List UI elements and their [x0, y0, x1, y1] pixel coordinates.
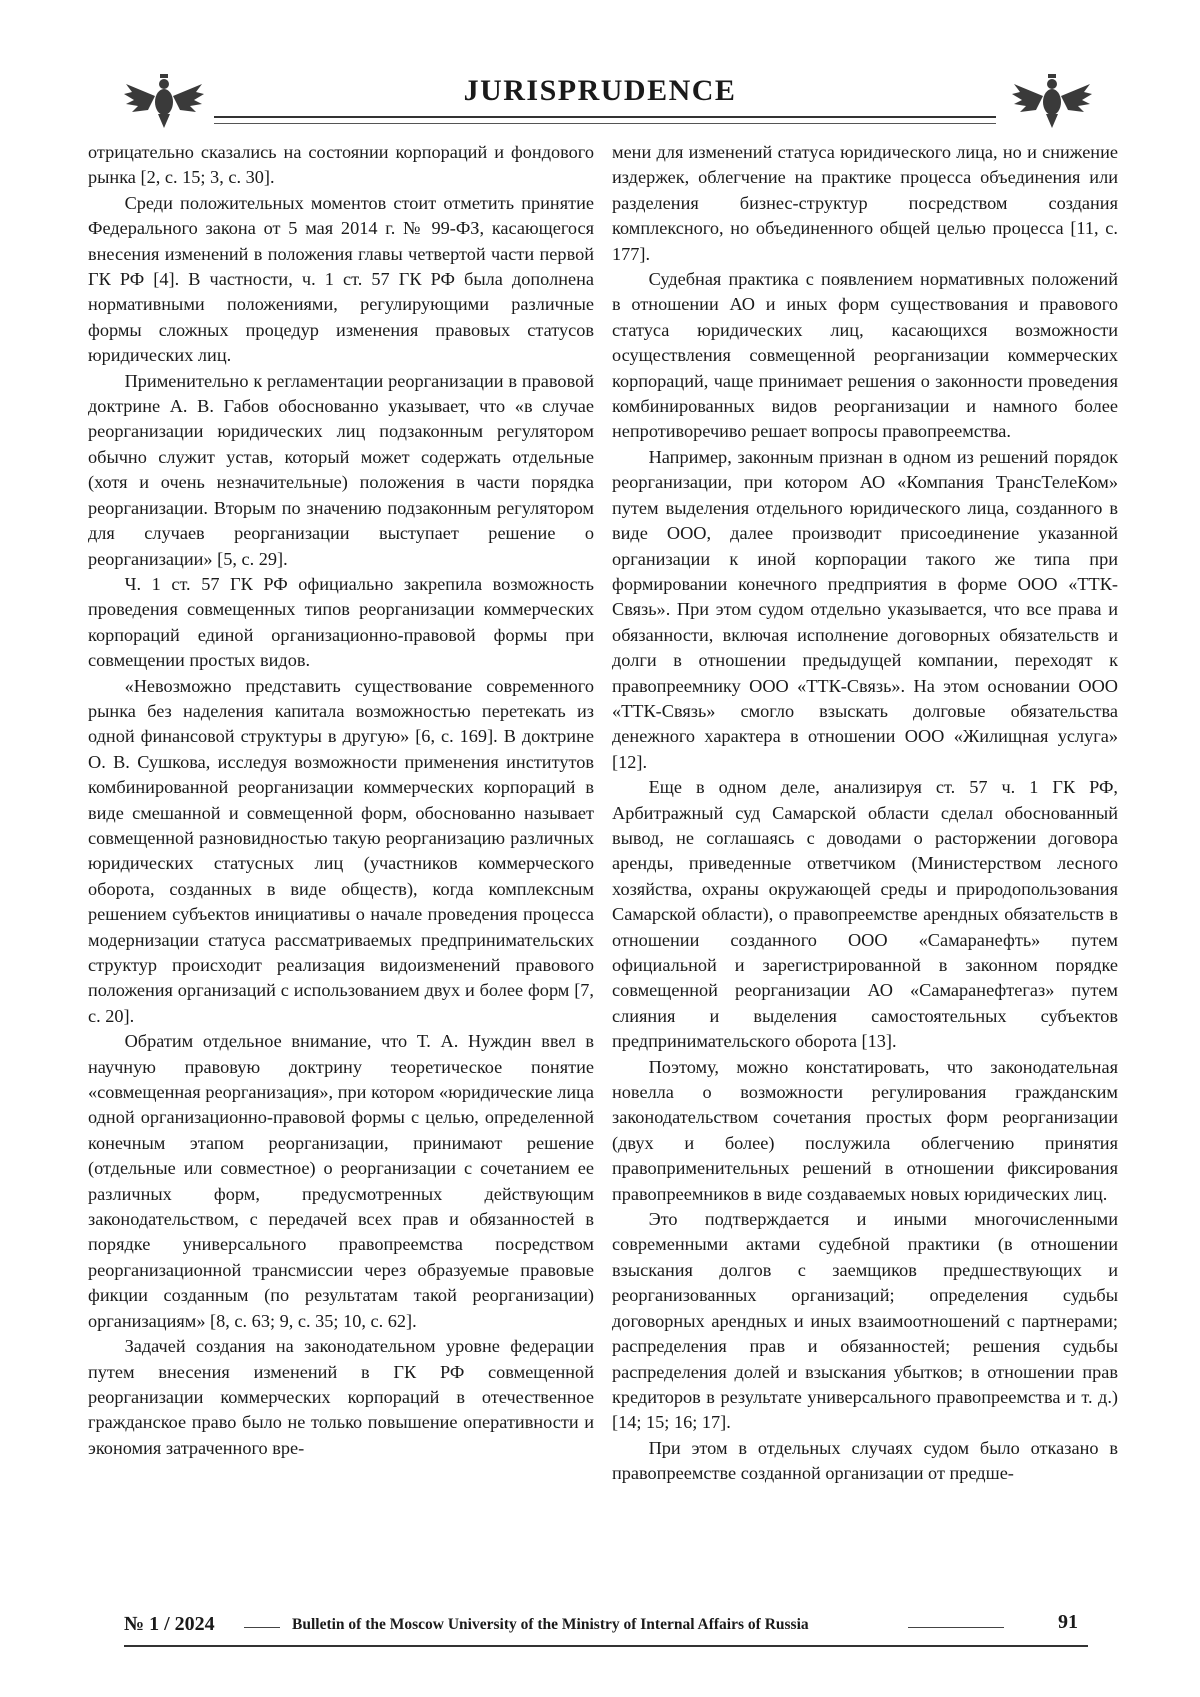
paragraph: «Невозможно представить существование современного рынка без наделения капитала возможностью перетекать из одной финансовой структуры в другую» [6, с. 169]. В доктрине О. В. Сушкова, исследуя возможности применения институтов комбинированной реорганизации коммерческих корпораций в виде смешанной и совмещенной форм, обоснованно называет совмещенной разновидностью такую реорганизацию различных юридических статусных лиц (участников коммерческого оборота, созданных в виде обществ), когда комплексным решением субъектов инициативы о начале проведения процесса модернизации статуса рассматриваемых предпринимательских структур происходит реализация видоизменений правового положения организаций с использованием двух и более форм [7, с. 20]. — [88, 675, 594, 1026]
eagle-emblem-icon — [1010, 70, 1094, 130]
paragraph: Обратим отдельное внимание, что Т. А. Нуждин ввел в научную правовую доктрину теоретическое понятие «совмещенная реорганизация», при котором «юридические лица одной организационно-правовой формы с целью, определенной конечным этапом реорганизации, принимают решение (отдельные или совместное) о реорганизации с сочетанием ее различных форм, предусмотренных действующим законодательством, с передачей всех прав и обязанностей в порядке универсального правопреемства посредством реорганизационной трансмиссии через образуемые правовые фикции созданным (по результатам такой реорганизации) организациям» [8, с. 63; 9, с. 35; 10, с. 62]. — [88, 1031, 594, 1331]
page-number: 91 — [1058, 1611, 1078, 1633]
paragraph: Это подтверждается и иными многочисленными современными актами судебной практики (в отношении взыскания долгов с заемщиков предшествующих и реорганизованных организаций; определения судьбы договорных арендных и иных взаимоотношений с партнерами; распределения прав и обязанностей; решения судьбы распределения долей и взыскания убытков; в отношении прав кредиторов в результате универсального правопреемства и т. д.) [14; 15; 16; 17]. — [612, 1209, 1118, 1433]
paragraph: отрицательно сказались на состоянии корпораций и фондового рынка [2, с. 15; 3, с. 30]. — [88, 142, 594, 188]
paragraph: Ч. 1 ст. 57 ГК РФ официально закрепила возможность проведения совмещенных типов реорганизации коммерческих корпораций единой организационно-правовой формы при совмещении простых видов. — [88, 573, 594, 671]
paragraph: Задачей создания на законодательном уровне федерации путем внесения изменений в ГК РФ совмещенной реорганизации коммерческих корпораций в отечественное гражданское право было не только повышение оперативности и экономия затраченного вре- — [88, 1336, 594, 1458]
paragraph: При этом в отдельных случаях судом было отказано в правопреемстве созданной организации от предше- — [612, 1437, 1118, 1484]
footer-rule — [124, 1645, 1088, 1647]
footer-divider — [908, 1627, 1004, 1628]
paragraph: мени для изменений статуса юридического лица, но и снижение издержек, облегчение на практике процесса объединения или разделения бизнес-структур посредством создания комплексного, но объединенного общей целью процесса [11, с. 177]. — [612, 142, 1118, 264]
paragraph: Применительно к регламентации реорганизации в правовой доктрине А. В. Габов обоснованно указывает, что «в случае реорганизации юридических лиц подзаконным регулятором обычно служит устав, который может содержать отдельные (хотя и очень незначительные) положения в части порядка реорганизации. Вторым по значению подзаконным регулятором для случаев реорганизации выступает решение о реорганизации» [5, с. 29]. — [88, 370, 594, 569]
paragraph: Еще в одном деле, анализируя ст. 57 ч. 1 ГК РФ, Арбитражный суд Самарской области сделал обоснованный вывод, не соглашаясь с доводами о расторжении договора аренды, приведенные ответчиком (Министерством лесного хозяйства, охраны окружающей среды и природопользования Самарской области), о правопреемстве арендных обязательств в отношении созданного ООО «Самаранефть» путем официальной и зарегистрированной в законном порядке совмещенной реорганизации АО «Самаранефтегаз» путем слияния и выделения самостоятельных субъектов предпринимательского оборота [13]. — [612, 777, 1118, 1052]
paragraph: Поэтому, можно констатировать, что законодательная новелла о возможности регулирования гражданским законодательством сочетания простых форм реорганизации (двух и более) послужила облегчению принятия правоприменительных решений в отношении фиксирования правопреемников в виде создаваемых новых юридических лиц. — [612, 1056, 1118, 1204]
paragraph: Например, законным признан в одном из решений порядок реорганизации, при котором АО «Компания ТрансТелеКом» путем выделения отдельного юридического лица, созданного в виде ООО, далее производит присоединение указанной организации к иной корпорации такого же типа при формировании конечного предприятия в форме ООО «ТТК-Связь». При этом судом отдельно указывается, что все права и обязанности, включая исполнение договорных обязательств и долги в отношении предыдущей компании, переходят к правопреемнику ООО «ТТК-Связь». На этом основании ООО «ТТК-Связь» смогло взыскать долговые обязательства денежного характера в отношении ООО «Жилищная услуга» [12]. — [612, 446, 1118, 772]
bulletin-name: Bulletin of the Moscow University of the Ministry of Internal Affairs of Russia — [292, 1616, 809, 1633]
paragraph: Судебная практика с появлением нормативных положений в отношении АО и иных форм существования и правового статуса юридических лиц, касающихся возможности осуществления совмещенной реорганизации коммерческих корпораций, чаще принимает решения о законности проведения комбинированных видов реорганизации и намного более непротиворечиво решает вопросы правопреемства. — [612, 269, 1118, 442]
issue-number: № 1 / 2024 — [124, 1613, 215, 1635]
right-column — [612, 140, 1118, 1487]
left-column — [88, 140, 594, 1461]
paragraph: Среди положительных моментов стоит отметить принятие Федерального закона от 5 мая 2014 г. № 99-ФЗ, касающегося внесения изменений в положения главы четвертой части первой ГК РФ [4]. В частности, ч. 1 ст. 57 ГК РФ была дополнена нормативными положениями, регулирующими различные формы сложных процедур изменения правовых статусов юридических лиц. — [88, 192, 594, 366]
page-footer — [124, 1613, 1088, 1643]
journal-title: JURISPRUDENCE — [463, 74, 737, 107]
footer-divider — [244, 1627, 280, 1628]
header-rule — [214, 116, 996, 124]
